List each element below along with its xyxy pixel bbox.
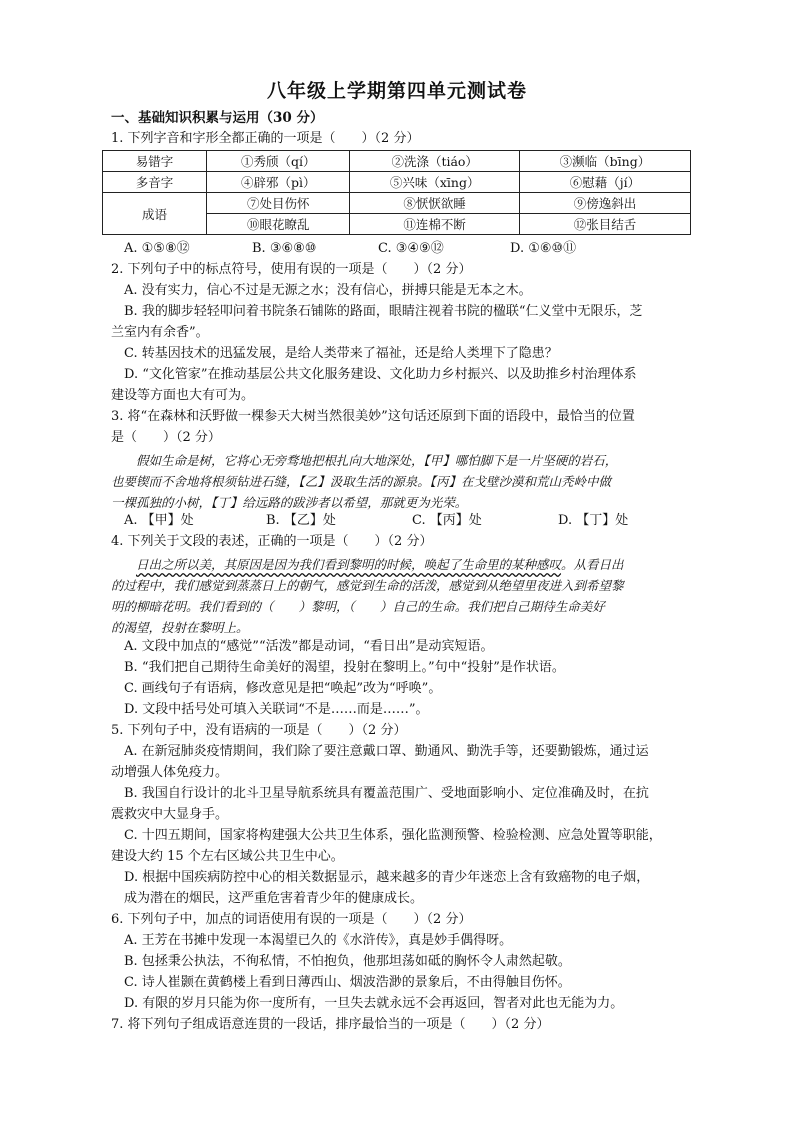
exam-title: 八年级上学期第四单元测试卷 [266, 80, 527, 102]
option-b[interactable]: B. ③⑥⑧⑩ [252, 241, 317, 256]
row-head: 易错字 [103, 151, 207, 172]
q4-option-d[interactable]: D. 文段中括号处可填入关联词“不是……而是……”。 [124, 702, 429, 717]
q3-passage-line: 也要锲而不舍地将根须钻进石缝，【乙】汲取生活的源泉。【丙】在戈壁沙漠和荒山秃岭中做 [111, 474, 612, 489]
q6-option-a[interactable]: A. 王芳在书摊中发现一本渴望已久的《水浒传》，真是妙手偶得呀。 [124, 933, 513, 948]
q5-option-d-cont: 成为潜在的烟民，这严重危害着青少年的健康成长。 [124, 891, 424, 906]
row-head: 成语 [103, 193, 207, 235]
q4-passage-line: 明的柳暗花明。我们看到的（ ）黎明，（ ）自己的生命。我们把自己期待生命美好 [111, 599, 605, 614]
section-heading: 一、基础知识积累与运用（30 分） [111, 110, 324, 126]
q5-stem: 5. 下列句子中，没有语病的一项是（ ）（2 分） [111, 723, 407, 738]
q2-option-a[interactable]: A. 没有实力，信心不过是无源之水；没有信心，拼搏只能是无本之木。 [124, 283, 532, 298]
table-cell: ⑤兴味（xīng） [350, 172, 519, 193]
q6-option-c[interactable]: C. 诗人崔颢在黄鹤楼上看到日薄西山、烟波浩渺的景象后，不由得触目伤怀。 [124, 975, 571, 990]
q2-option-b[interactable]: B. 我的脚步轻轻叩问着书院条石铺陈的路面，眼睛注视着书院的楹联“仁义堂中无限乐，芝 [124, 304, 643, 319]
q7-stem: 7. 将下列句子组成语意连贯的一段话，排序最恰当的一项是（ ）（2 分） [111, 1017, 550, 1032]
option-a[interactable]: A. ①⑤⑧⑫ [124, 241, 190, 256]
option-c[interactable]: C. 【丙】处 [412, 513, 482, 528]
table-cell: ⑫张目结舌 [519, 214, 690, 235]
table-cell: ①秀颀（qí） [207, 151, 350, 172]
q5-option-a[interactable]: A. 在新冠肺炎疫情期间，我们除了要注意戴口罩、勤通风、勤洗手等，还要勤锻炼，通过运 [124, 744, 649, 759]
q6-stem: 6. 下列句子中，加点的词语使用有误的一项是（ ）（2 分） [111, 912, 472, 927]
q1-table [102, 150, 691, 235]
table-cell: ⑪连棉不断 [350, 214, 519, 235]
q4-stem: 4. 下列关于文段的表述，正确的一项是（ ）（2 分） [111, 534, 433, 549]
q4-passage-line [136, 555, 624, 575]
table-cell: ④辟邪（pì） [207, 172, 350, 193]
table-cell: ②洗涤（tiáo） [350, 151, 519, 172]
q1-stem: 1. 下列字音和字形全都正确的一项是（ ）（2 分） [111, 131, 420, 146]
q2-option-b-cont: 兰室内有余香”。 [111, 325, 209, 340]
q2-option-c[interactable]: C. 转基因技术的迅猛发展，是给人类带来了福祉，还是给人类埋下了隐患？ [124, 346, 558, 361]
q3-stem: 3. 将“在森林和沃野做一棵参天大树当然很美妙”这句话还原到下面的语段中，最恰当的位置 [111, 409, 635, 424]
q5-option-c[interactable]: C. 十四五期间，国家将构建强大公共卫生体系，强化监测预警、检验检测、应急处置等职能， [124, 828, 662, 843]
q1-options [124, 239, 576, 259]
row-head: 多音字 [103, 172, 207, 193]
q4-passage-line: 的渴望，投射在黎明上。 [111, 620, 249, 635]
q2-stem: 2. 下列句子中的标点符号，使用有误的一项是（ ）（2 分） [111, 262, 472, 277]
option-c[interactable]: C. ③④⑨⑫ [378, 241, 444, 256]
q5-option-b[interactable]: B. 我国自行设计的北斗卫星导航系统具有覆盖范围广、受地面影响小、定位准确及时，在抗 [124, 786, 649, 801]
q3-passage-line: 一棵孤独的小树，【丁】给远路的跋涉者以希望，那就更为光荣。 [111, 495, 468, 510]
q2-option-d[interactable]: D. “文化管家”在推动基层公共文化服务建设、文化助力乡村振兴、以及助推乡村治理体系 [124, 367, 637, 382]
q6-option-d[interactable]: D. 有限的岁月只能为你一度所有，一旦失去就永远不会再返回，智者对此也无能为力。 [124, 996, 624, 1011]
q6-option-b[interactable]: B. 包拯秉公执法，不徇私情，不怕抱负，他那坦荡如砥的胸怀令人肃然起敬。 [124, 954, 571, 969]
option-a[interactable]: A. 【甲】处 [124, 513, 194, 528]
q5-option-c-cont: 建设大约 15 个左右区域公共卫生中心。 [111, 849, 344, 864]
table-cell: ⑧恹恹欲睡 [350, 193, 519, 214]
q5-option-a-cont: 动增强人体免疫力。 [111, 765, 229, 780]
q5-option-d[interactable]: D. 根据中国疾病防控中心的相关数据显示，越来越多的青少年迷恋上含有致癌物的电子烟， [124, 870, 650, 885]
option-b[interactable]: B. 【乙】处 [266, 513, 336, 528]
q3-options [124, 511, 628, 531]
q4-option-a[interactable]: A. 文段中加点的“感觉”“活泼”都是动词，“看日出”是动宾短语。 [124, 639, 494, 654]
table-row [103, 151, 691, 172]
underlined-sentence: 日出之所以美，其原因是因为我们看到黎明的时候，唤起了生命里的某种感叹 [136, 557, 562, 572]
table-cell: ③濒临（bīng） [519, 151, 690, 172]
table-row [103, 193, 691, 214]
table-cell: ⑨傍逸斜出 [519, 193, 690, 214]
table-cell: ⑦处目伤怀 [207, 193, 350, 214]
q5-option-b-cont: 震救灾中大显身手。 [111, 807, 229, 822]
table-cell: ⑥慰藉（jí） [519, 172, 690, 193]
option-d[interactable]: D. ①⑥⑩⑪ [510, 241, 577, 256]
q2-option-d-cont: 建设等方面也大有可为。 [111, 388, 255, 403]
q4-option-c[interactable]: C. 画线句子有语病，修改意见是把“唤起”改为“呼唤”。 [124, 681, 442, 696]
table-cell: ⑩眼花瞭乱 [207, 214, 350, 235]
q3-stem-cont: 是（ ）（2 分） [111, 430, 221, 445]
table-row [103, 172, 691, 193]
q3-passage-line: 假如生命是树，它将心无旁骛地把根扎向大地深处，【甲】哪怕脚下是一片坚硬的岩石， [136, 453, 618, 468]
option-d[interactable]: D. 【丁】处 [558, 513, 629, 528]
q4-passage-line: 的过程中，我们感觉到蒸蒸日上的朝气，感觉到生命的活泼，感觉到从绝望里夜进入到希望黎 [111, 578, 624, 593]
q4-option-b[interactable]: B. “我们把自己期待生命美好的渴望，投射在黎明上。”句中“投射”是作状语。 [124, 660, 565, 675]
passage-text: 。从看日出 [561, 557, 624, 572]
